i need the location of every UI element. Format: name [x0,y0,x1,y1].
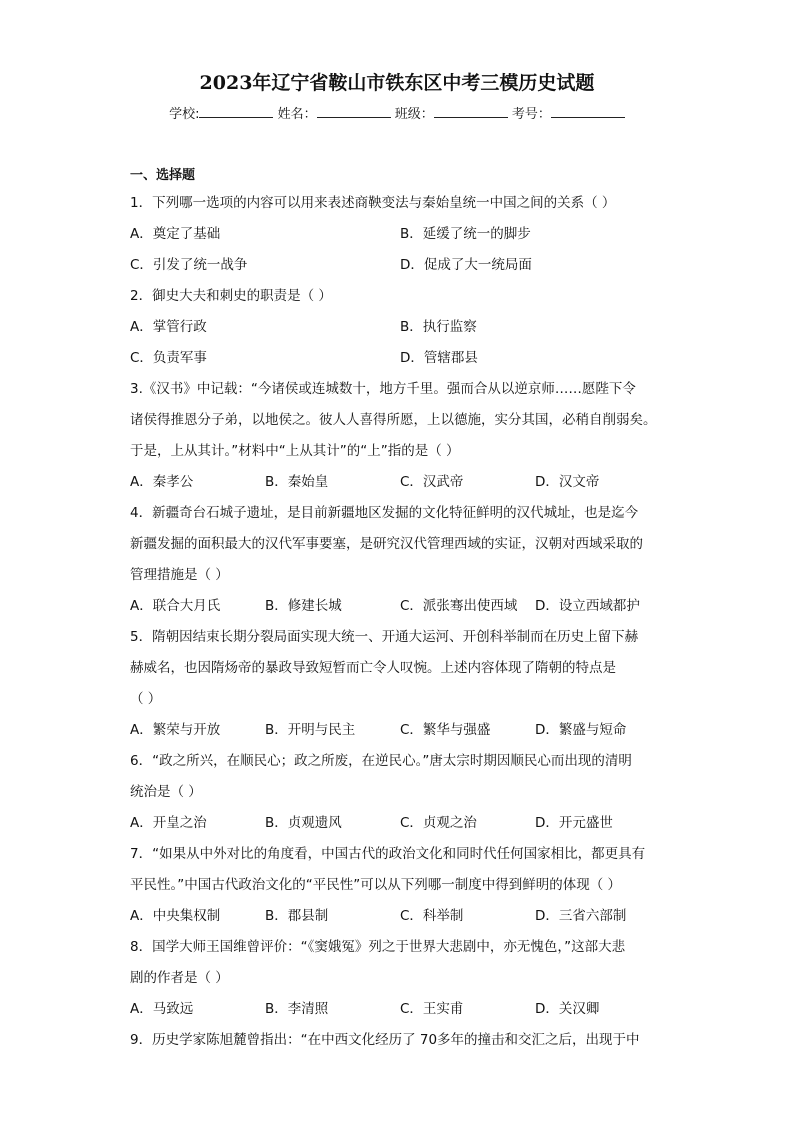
question-7-option-a: A．中央集权制 [130,908,221,924]
exam-number-blank [551,104,625,118]
question-1-option-a: A．奠定了基础 [130,226,221,242]
question-2-option-b: B．执行监察 [400,319,477,335]
question-2-option-d: D．管辖郡县 [400,350,478,366]
question-7-options [130,901,670,932]
question-1-options-row-1 [130,219,670,250]
question-1-options-row-2 [130,250,670,281]
question-list [130,164,670,1056]
question-5-option-b: B．开明与民主 [265,722,356,738]
question-2-option-c: C．负责军事 [130,350,207,366]
question-3-option-b: B．秦始皇 [265,474,329,490]
question-8-option-a: A．马致远 [130,1001,194,1017]
question-8-option-c: C．王实甫 [400,1001,464,1017]
question-5-stem-line-3: （ ） [130,691,162,707]
question-2-options-row-1 [130,312,670,343]
class-blank [434,104,508,118]
question-2-option-a: A．掌管行政 [130,319,207,335]
question-4-option-b: B．修建长城 [265,598,342,614]
question-8-option-b: B．李清照 [265,1001,329,1017]
section-heading: 一、选择题 [130,168,196,183]
question-9-stem-line-1: 9．历史学家陈旭麓曾指出：“在中西文化经历了 70多年的撞击和交汇之后，出现于中 [130,1032,640,1048]
exam-number-label: 考号： [511,107,551,122]
question-8-option-d: D．关汉卿 [535,1001,600,1017]
question-3-stem-line-2: 诸侯得推恩分子弟，以地侯之。彼人人喜得所愿，上以德施，实分其国，必稍自削弱矣。 [130,412,657,428]
question-1-option-d: D．促成了大一统局面 [400,257,532,273]
question-4-option-a: A．联合大月氏 [130,598,221,614]
question-6-stem-line-2: 统治是（ ） [130,784,202,800]
question-5-options [130,715,670,746]
question-6-option-c: C．贞观之治 [400,815,477,831]
question-6-option-b: B．贞观遗风 [265,815,342,831]
school-label: 学校: [169,107,200,122]
question-7-stem-line-1: 7．“如果从中外对比的角度看，中国古代的政治文化和同时代任何国家相比，都更具有 [130,846,646,862]
question-3-option-d: D．汉文帝 [535,474,600,490]
question-7-option-b: B．郡县制 [265,908,329,924]
question-1-option-c: C．引发了统一战争 [130,257,248,273]
question-3-option-a: A．秦孝公 [130,474,194,490]
question-8-stem-line-2: 剧的作者是（ ） [130,970,229,986]
question-7-stem-line-2: 平民性。”中国古代政治文化的“平民性”可以从下列哪一制度中得到鲜明的体现（ ） [130,877,622,893]
question-7-option-c: C．科举制 [400,908,464,924]
question-2-options-row-2 [130,343,670,374]
question-2-stem: 2．御史大夫和刺史的职责是（ ） [130,288,332,304]
class-label: 班级： [394,107,434,122]
question-8-stem-line-1: 8．国学大师王国维曾评价：“《窦娥冤》列之于世界大悲剧中，亦无愧色，”这部大悲 [130,939,626,955]
question-5-option-a: A．繁荣与开放 [130,722,221,738]
question-5-stem-line-2: 赫威名，也因隋炀帝的暴政导致短暂而亡令人叹惋。上述内容体现了隋朝的特点是 [130,660,616,676]
question-4-stem-line-3: 管理措施是（ ） [130,567,229,583]
question-3-options [130,467,670,498]
question-5-option-c: C．繁华与强盛 [400,722,491,738]
question-7-option-d: D．三省六部制 [535,908,627,924]
question-3-option-c: C．汉武帝 [400,474,464,490]
question-5-option-d: D．繁盛与短命 [535,722,627,738]
question-3-stem-line-1: 3.《汉书》中记载：“今诸侯或连城数十，地方千里。强而合从以逆京师……愿陛下令 [130,381,636,397]
question-4-option-c: C．派张骞出使西域 [400,598,518,614]
name-blank [317,104,391,118]
question-4-options [130,591,670,622]
student-info-line [0,103,794,122]
question-3-stem-line-3: 于是，上从其计。”材料中“上从其计”的“上”指的是（ ） [130,443,460,459]
question-6-options [130,808,670,839]
school-blank [199,104,273,118]
question-6-stem-line-1: 6．“政之所兴，在顺民心；政之所废，在逆民心。”唐太宗时期因顺民心而出现的清明 [130,753,632,769]
question-4-option-d: D．设立西域都护 [535,598,640,614]
question-6-option-d: D．开元盛世 [535,815,613,831]
page-title: 2023年辽宁省鞍山市铁东区中考三模历史试题 [199,72,595,94]
question-8-options [130,994,670,1025]
question-1-stem: 1．下列哪一选项的内容可以用来表述商鞅变法与秦始皇统一中国之间的关系（ ） [130,195,616,211]
question-4-stem-line-2: 新疆发掘的面积最大的汉代军事要塞，是研究汉代管理西域的实证，汉朝对西域采取的 [130,536,643,552]
question-4-stem-line-1: 4．新疆奇台石城子遗址，是目前新疆地区发掘的文化特征鲜明的汉代城址，也是迄今 [130,505,639,521]
question-1-option-b: B．延缓了统一的脚步 [400,226,531,242]
question-6-option-a: A．开皇之治 [130,815,207,831]
question-5-stem-line-1: 5．隋朝因结束长期分裂局面实现大统一、开通大运河、开创科举制而在历史上留下赫 [130,629,639,645]
name-label: 姓名： [277,107,317,122]
